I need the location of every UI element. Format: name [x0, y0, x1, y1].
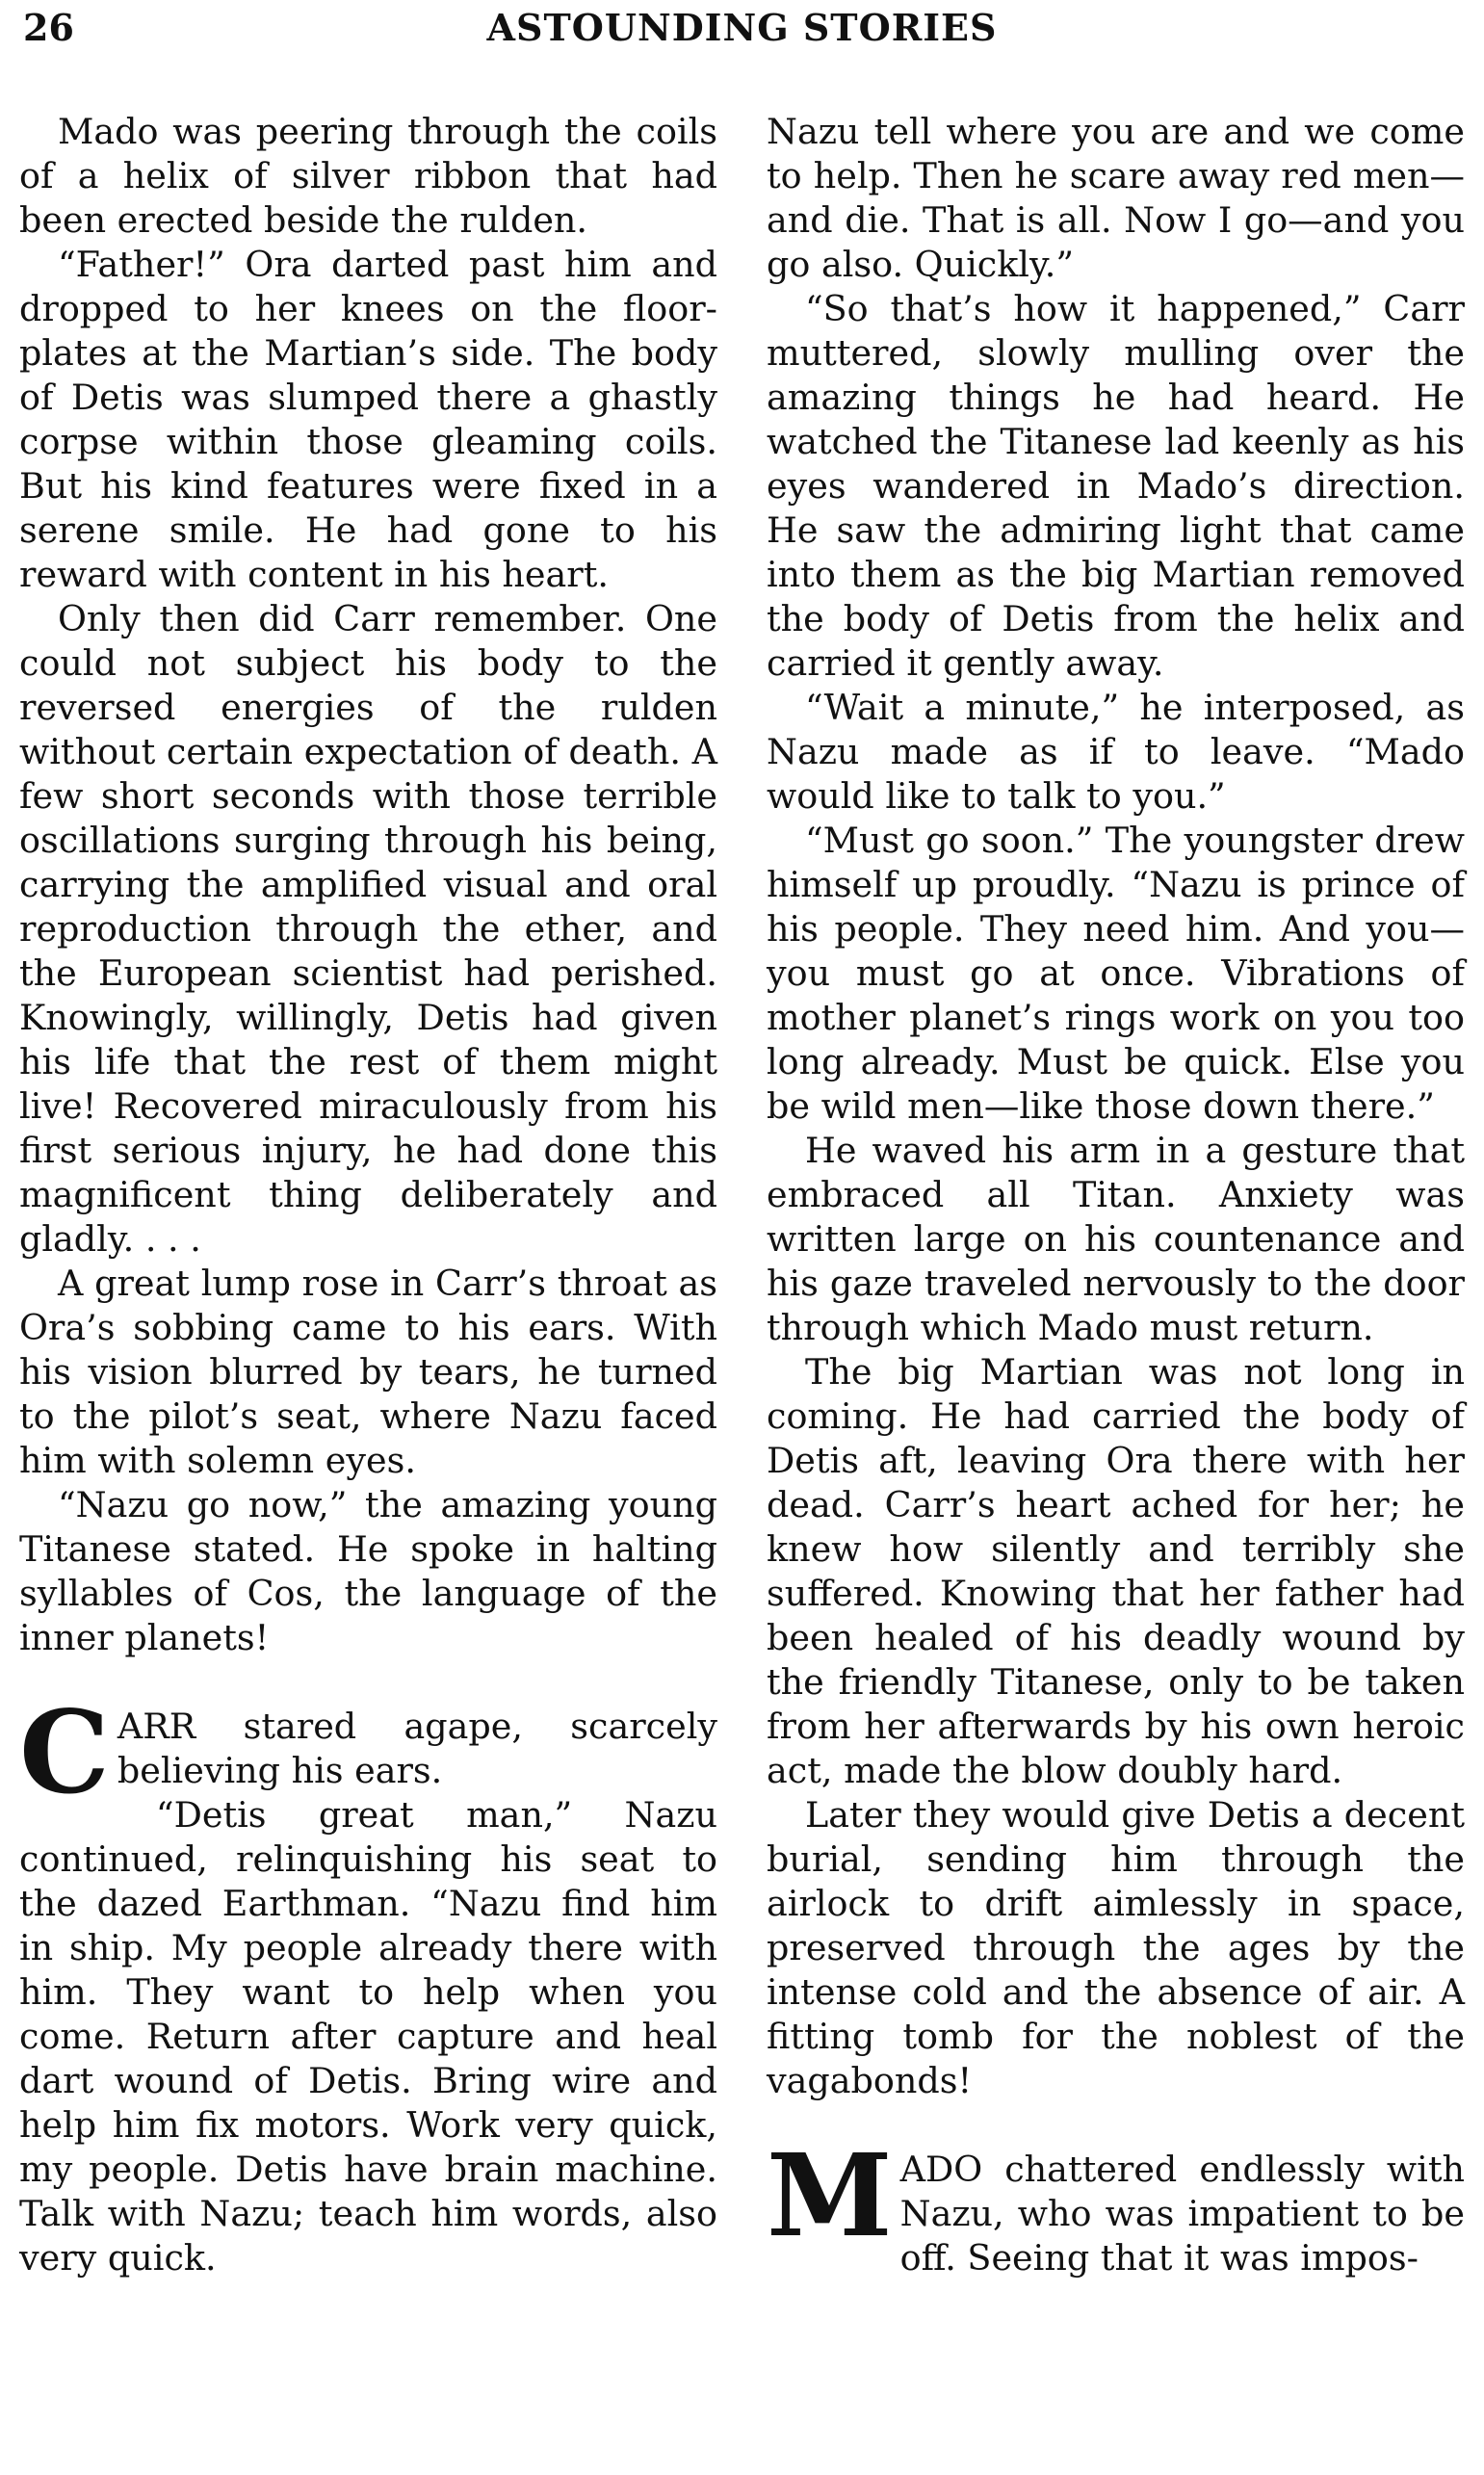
continued-paragraph: Nazu tell where you are and we come to help. Then he scare away red men—and die. That is all. Now I go—and you go also. Quickly.”	[767, 111, 1465, 285]
page-header	[19, 0, 1465, 75]
right-column	[767, 110, 1465, 2280]
running-head: ASTOUNDING STORIES	[486, 6, 998, 49]
section-opening-paragraph	[19, 1685, 717, 1819]
paragraph: “Detis great man,” Nazu continued, relinquishing his seat to the dazed Earthman. “Nazu find him in ship. My people already there with him. They want to help when you come. Return after capture and heal dart wound of Detis. Bring wire and help him fix motors. Work very quick, my people. Detis have brain machine. Talk with Nazu; teach him words, also very quick.	[19, 1794, 717, 2279]
section-lead-word: ARR	[117, 1706, 196, 1747]
section-lead-text: chattered endlessly with Nazu, who was impatient to be off. Seeing that it was impos-	[899, 2149, 1465, 2279]
paragraph: He waved his arm in a gesture that embraced all Titan. Anxiety was written large on his countenance and his gaze traveled nervously to the door through which Mado must return.	[767, 1130, 1465, 1348]
paragraph: “Must go soon.” The youngster drew himself up proudly. “Nazu is prince of his people. They need him. And you—you must go at once. Vibrations of mother planet’s rings work on you too long already. Must be quick. Else you be wild men—like those down there.”	[767, 820, 1465, 1127]
drop-cap: C	[19, 1685, 110, 1819]
paragraph: Mado was peering through the coils of a helix of silver ribbon that had been erected beside the rulden.	[19, 111, 717, 241]
section-opening-paragraph	[767, 2128, 1465, 2280]
drop-cap: M	[767, 2128, 893, 2262]
section-lead-text: stared agape, scarcely believing his ears.	[117, 1706, 717, 1791]
text-columns	[19, 110, 1465, 2280]
paragraph: “Father!” Ora darted past him and dropped to her knees on the floor-plates at the Martian’s side. The body of Detis was slumped there a ghastly corpse within those gleaming coils. But his kind features were fixed in a serene smile. He had gone to his reward with content in his heart.	[19, 244, 717, 595]
paragraph: The big Martian was not long in coming. He had carried the body of Detis aft, leaving Ora there with her dead. Carr’s heart ached for her; he knew how silently and terribly she suffered. Knowing that her father had been healed of his deadly wound by the friendly Titanese, only to be taken from her afterwards by his own heroic act, made the blow doubly hard.	[767, 1351, 1465, 1791]
paragraph: “So that’s how it happened,” Carr muttered, slowly mulling over the amazing things he had heard. He watched the Titanese lad keenly as his eyes wandered in Mado’s direction. He saw the admiring light that came into them as the big Martian removed the body of Detis from the helix and carried it gently away.	[767, 288, 1465, 684]
left-column	[19, 110, 717, 2280]
paragraph: Later they would give Detis a decent burial, sending him through the airlock to drift aimlessly in space, preserved through the ages by the intense cold and the absence of air. A fitting tomb for the noblest of the vagabonds!	[767, 1794, 1465, 2101]
section-lead-word: ADO	[899, 2149, 983, 2190]
paragraph: Only then did Carr remember. One could not subject his body to the reversed energies of the rulden without certain expectation of death. A few short seconds with those terrible oscillations surging through his being, carrying the amplified visual and oral reproduction through the ether, and the European scientist had perished. Knowingly, willingly, Detis had given his life that the rest of them might live! Recovered miraculously from his first serious injury, he had done this magnificent thing deliberately and gladly. . . .	[19, 598, 717, 1260]
paragraph: “Nazu go now,” the amazing young Titanese stated. He spoke in halting syllables of Cos, the language of the inner planets!	[19, 1484, 717, 1658]
page-number: 26	[23, 6, 74, 49]
paragraph: A great lump rose in Carr’s throat as Ora’s sobbing came to his ears. With his vision blurred by tears, he turned to the pilot’s seat, where Nazu faced him with solemn eyes.	[19, 1263, 717, 1481]
paragraph: “Wait a minute,” he interposed, as Nazu made as if to leave. “Mado would like to talk to you.”	[767, 687, 1465, 817]
